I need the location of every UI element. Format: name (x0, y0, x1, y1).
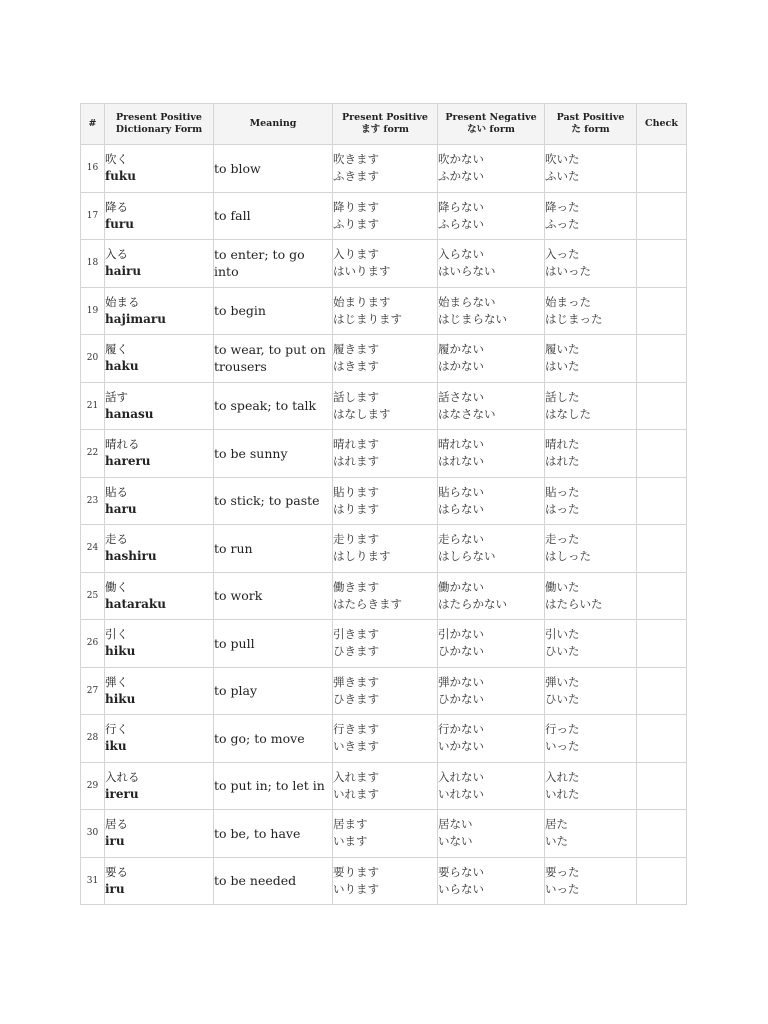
nai-form-kana: はいらない (438, 264, 496, 279)
masu-form-kanji: 晴れます (333, 437, 379, 452)
row-number: 30 (81, 810, 105, 858)
masu-form-kanji: 要ります (333, 864, 379, 879)
dictionary-form-cell (105, 572, 214, 620)
dictionary-form-kanji: 降る (105, 199, 128, 214)
masu-form-kanji: 走ります (333, 532, 379, 547)
masu-form-kanji: 入ります (333, 247, 379, 262)
dictionary-form-cell (105, 240, 214, 288)
meaning-cell: to stick; to paste (214, 477, 333, 525)
ta-form-cell (545, 287, 637, 335)
ta-form-kanji: 弾いた (545, 674, 580, 689)
ta-form-kana: いた (545, 834, 568, 849)
dictionary-form-cell (105, 525, 214, 573)
dictionary-form-cell (105, 382, 214, 430)
ta-form-kana: はいた (545, 359, 580, 374)
dictionary-form-cell (105, 477, 214, 525)
col-header-check: Check (637, 104, 687, 145)
ta-form-kanji: 話した (545, 389, 580, 404)
row-number: 19 (81, 287, 105, 335)
ta-form-kanji: 要った (545, 864, 580, 879)
ta-form-cell (545, 145, 637, 193)
nai-form-cell (438, 667, 545, 715)
ta-form-cell (545, 715, 637, 763)
nai-form-kanji: 降らない (438, 199, 484, 214)
check-cell[interactable] (637, 810, 687, 858)
nai-form-cell (438, 287, 545, 335)
nai-form-kanji: 吹かない (438, 152, 484, 167)
dictionary-form-kanji: 話す (105, 389, 128, 404)
nai-form-cell (438, 240, 545, 288)
dictionary-form-cell (105, 287, 214, 335)
ta-form-cell (545, 762, 637, 810)
dictionary-form-kanji: 引く (105, 627, 128, 642)
ta-form-kanji: 入った (545, 247, 580, 262)
nai-form-kana: はたらかない (438, 596, 507, 611)
masu-form-kanji: 降ります (333, 199, 379, 214)
masu-form-kana: はしります (333, 549, 391, 564)
masu-form-kana: はいります (333, 264, 391, 279)
masu-form-cell (333, 192, 438, 240)
meaning-cell: to run (214, 525, 333, 573)
dictionary-form-kanji: 貼る (105, 484, 128, 499)
meaning-cell: to work (214, 572, 333, 620)
table-row (81, 857, 687, 905)
dictionary-form-romaji: hashiru (105, 549, 157, 564)
nai-form-cell (438, 192, 545, 240)
nai-form-cell (438, 477, 545, 525)
ta-form-cell (545, 525, 637, 573)
dictionary-form-romaji: fuku (105, 169, 136, 184)
masu-form-kana: いります (333, 881, 379, 896)
masu-form-kanji: 引きます (333, 627, 379, 642)
table-row (81, 762, 687, 810)
table-row (81, 620, 687, 668)
row-number: 26 (81, 620, 105, 668)
nai-form-cell (438, 572, 545, 620)
meaning-cell: to wear, to put on trousers (214, 335, 333, 383)
nai-form-kanji: 貼らない (438, 484, 484, 499)
nai-form-kanji: 晴れない (438, 437, 484, 452)
col-header-number: # (81, 104, 105, 145)
dictionary-form-romaji: hiku (105, 644, 136, 659)
check-cell[interactable] (637, 335, 687, 383)
dictionary-form-kanji: 走る (105, 532, 128, 547)
meaning-cell: to fall (214, 192, 333, 240)
dictionary-form-kanji: 入れる (105, 769, 140, 784)
verb-conjugation-table (80, 103, 687, 905)
nai-form-kana: ふらない (438, 216, 484, 231)
check-cell[interactable] (637, 620, 687, 668)
masu-form-kanji: 話します (333, 389, 379, 404)
nai-form-cell (438, 762, 545, 810)
masu-form-kana: はじまります (333, 311, 402, 326)
meaning-cell: to play (214, 667, 333, 715)
ta-form-kana: はなした (545, 406, 591, 421)
col-header-dictionary-form: Present Positive Dictionary Form (105, 104, 214, 145)
table-row (81, 715, 687, 763)
masu-form-cell (333, 857, 438, 905)
masu-form-kanji: 吹きます (333, 152, 379, 167)
check-cell[interactable] (637, 145, 687, 193)
dictionary-form-cell (105, 620, 214, 668)
dictionary-form-romaji: furu (105, 216, 134, 231)
col-header-nai-form: Present Negative ない form (438, 104, 545, 145)
masu-form-kana: ふります (333, 216, 379, 231)
ta-form-cell (545, 477, 637, 525)
table-row (81, 525, 687, 573)
dictionary-form-romaji: hajimaru (105, 311, 166, 326)
nai-form-cell (438, 620, 545, 668)
nai-form-kana: いない (438, 834, 473, 849)
dictionary-form-kanji: 履く (105, 342, 128, 357)
nai-form-kanji: 行かない (438, 722, 484, 737)
check-cell[interactable] (637, 857, 687, 905)
dictionary-form-romaji: hairu (105, 264, 142, 279)
dictionary-form-kanji: 要る (105, 864, 128, 879)
ta-form-kana: いった (545, 881, 580, 896)
ta-form-kana: ひいた (545, 644, 580, 659)
dictionary-form-kanji: 働く (105, 579, 128, 594)
masu-form-kana: はたらきます (333, 596, 402, 611)
dictionary-form-kanji: 弾く (105, 674, 128, 689)
nai-form-cell (438, 525, 545, 573)
ta-form-cell (545, 240, 637, 288)
masu-form-cell (333, 335, 438, 383)
ta-form-cell (545, 620, 637, 668)
dictionary-form-romaji: ireru (105, 786, 139, 801)
masu-form-cell (333, 667, 438, 715)
col-header-masu-form: Present Positive ます form (333, 104, 438, 145)
masu-form-kanji: 始まります (333, 294, 391, 309)
nai-form-kana: ひかない (438, 644, 484, 659)
check-cell[interactable] (637, 477, 687, 525)
check-cell[interactable] (637, 667, 687, 715)
nai-form-kanji: 始まらない (438, 294, 496, 309)
row-number: 25 (81, 572, 105, 620)
row-number: 29 (81, 762, 105, 810)
masu-form-kana: ひきます (333, 644, 379, 659)
ta-form-cell (545, 667, 637, 715)
row-number: 28 (81, 715, 105, 763)
row-number: 23 (81, 477, 105, 525)
masu-form-kana: ひきます (333, 691, 379, 706)
masu-form-kana: はきます (333, 359, 379, 374)
masu-form-cell (333, 620, 438, 668)
dictionary-form-cell (105, 430, 214, 478)
ta-form-cell (545, 810, 637, 858)
meaning-cell: to be sunny (214, 430, 333, 478)
check-cell[interactable] (637, 287, 687, 335)
table-row (81, 667, 687, 715)
masu-form-cell (333, 525, 438, 573)
ta-form-cell (545, 857, 637, 905)
masu-form-cell (333, 382, 438, 430)
ta-form-kana: いった (545, 739, 580, 754)
ta-form-kanji: 吹いた (545, 152, 580, 167)
ta-form-kanji: 始まった (545, 294, 591, 309)
masu-form-kana: ふきます (333, 169, 379, 184)
ta-form-cell (545, 430, 637, 478)
dictionary-form-cell (105, 762, 214, 810)
masu-form-kana: はなします (333, 406, 391, 421)
ta-form-kanji: 降った (545, 199, 580, 214)
masu-form-cell (333, 715, 438, 763)
dictionary-form-romaji: hareru (105, 454, 151, 469)
ta-form-kana: はった (545, 501, 580, 516)
masu-form-kanji: 入れます (333, 769, 379, 784)
ta-form-kanji: 入れた (545, 769, 580, 784)
nai-form-kanji: 話さない (438, 389, 484, 404)
ta-form-kana: ひいた (545, 691, 580, 706)
dictionary-form-cell (105, 192, 214, 240)
dictionary-form-romaji: iru (105, 881, 125, 896)
ta-form-kana: いれた (545, 786, 580, 801)
table-row (81, 810, 687, 858)
meaning-cell: to speak; to talk (214, 382, 333, 430)
table-body (81, 145, 687, 905)
meaning-cell: to go; to move (214, 715, 333, 763)
masu-form-cell (333, 572, 438, 620)
row-number: 20 (81, 335, 105, 383)
nai-form-cell (438, 382, 545, 430)
dictionary-form-cell (105, 667, 214, 715)
row-number: 17 (81, 192, 105, 240)
masu-form-kanji: 貼ります (333, 484, 379, 499)
masu-form-kana: はれます (333, 454, 379, 469)
meaning-cell: to be, to have (214, 810, 333, 858)
row-number: 16 (81, 145, 105, 193)
meaning-cell: to begin (214, 287, 333, 335)
nai-form-cell (438, 715, 545, 763)
masu-form-cell (333, 240, 438, 288)
row-number: 27 (81, 667, 105, 715)
table-row (81, 572, 687, 620)
ta-form-kana: ふいた (545, 169, 580, 184)
nai-form-kana: はれない (438, 454, 484, 469)
check-cell[interactable] (637, 192, 687, 240)
nai-form-kanji: 履かない (438, 342, 484, 357)
check-cell[interactable] (637, 430, 687, 478)
table-row (81, 430, 687, 478)
masu-form-kanji: 働きます (333, 579, 379, 594)
check-cell[interactable] (637, 715, 687, 763)
masu-form-kana: います (333, 834, 368, 849)
ta-form-cell (545, 192, 637, 240)
dictionary-form-kanji: 晴れる (105, 437, 140, 452)
table-row (81, 240, 687, 288)
nai-form-cell (438, 145, 545, 193)
dictionary-form-romaji: iku (105, 739, 127, 754)
ta-form-kana: はいった (545, 264, 591, 279)
ta-form-kanji: 晴れた (545, 437, 580, 452)
masu-form-cell (333, 430, 438, 478)
masu-form-kanji: 居ます (333, 817, 368, 832)
row-number: 31 (81, 857, 105, 905)
row-number: 18 (81, 240, 105, 288)
masu-form-cell (333, 145, 438, 193)
dictionary-form-kanji: 行く (105, 722, 128, 737)
ta-form-kanji: 走った (545, 532, 580, 547)
row-number: 24 (81, 525, 105, 573)
nai-form-cell (438, 857, 545, 905)
dictionary-form-romaji: hanasu (105, 406, 154, 421)
ta-form-kanji: 行った (545, 722, 580, 737)
nai-form-kana: いらない (438, 881, 484, 896)
table-row (81, 477, 687, 525)
ta-form-kanji: 引いた (545, 627, 580, 642)
dictionary-form-romaji: iru (105, 834, 125, 849)
nai-form-kana: はじまらない (438, 311, 507, 326)
masu-form-cell (333, 762, 438, 810)
nai-form-kana: いれない (438, 786, 484, 801)
check-cell[interactable] (637, 572, 687, 620)
table-header-row (81, 104, 687, 145)
nai-form-kana: はかない (438, 359, 484, 374)
ta-form-kanji: 居た (545, 817, 568, 832)
nai-form-kana: はしらない (438, 549, 496, 564)
ta-form-kana: ふった (545, 216, 580, 231)
table-row (81, 287, 687, 335)
meaning-cell: to put in; to let in (214, 762, 333, 810)
nai-form-kanji: 入れない (438, 769, 484, 784)
dictionary-form-romaji: hataraku (105, 596, 166, 611)
ta-form-cell (545, 572, 637, 620)
nai-form-kana: ふかない (438, 169, 484, 184)
meaning-cell: to pull (214, 620, 333, 668)
dictionary-form-kanji: 始まる (105, 294, 140, 309)
table-row (81, 145, 687, 193)
dictionary-form-romaji: haru (105, 501, 137, 516)
nai-form-cell (438, 335, 545, 383)
nai-form-cell (438, 810, 545, 858)
check-cell[interactable] (637, 525, 687, 573)
nai-form-kanji: 弾かない (438, 674, 484, 689)
masu-form-kana: いきます (333, 739, 379, 754)
ta-form-cell (545, 382, 637, 430)
nai-form-kana: ひかない (438, 691, 484, 706)
col-header-meaning: Meaning (214, 104, 333, 145)
nai-form-kana: はなさない (438, 406, 496, 421)
masu-form-kana: いれます (333, 786, 379, 801)
masu-form-kanji: 弾きます (333, 674, 379, 689)
table-row (81, 382, 687, 430)
ta-form-kana: はたらいた (545, 596, 603, 611)
dictionary-form-cell (105, 810, 214, 858)
masu-form-kanji: 履きます (333, 342, 379, 357)
check-cell[interactable] (637, 382, 687, 430)
dictionary-form-romaji: hiku (105, 691, 136, 706)
ta-form-cell (545, 335, 637, 383)
masu-form-cell (333, 287, 438, 335)
nai-form-kanji: 引かない (438, 627, 484, 642)
nai-form-kana: はらない (438, 501, 484, 516)
dictionary-form-kanji: 入る (105, 247, 128, 262)
ta-form-kana: はしった (545, 549, 591, 564)
ta-form-kanji: 履いた (545, 342, 580, 357)
meaning-cell: to blow (214, 145, 333, 193)
row-number: 22 (81, 430, 105, 478)
dictionary-form-kanji: 居る (105, 817, 128, 832)
dictionary-form-cell (105, 715, 214, 763)
masu-form-cell (333, 810, 438, 858)
ta-form-kana: はれた (545, 454, 580, 469)
ta-form-kana: はじまった (545, 311, 603, 326)
dictionary-form-romaji: haku (105, 359, 139, 374)
dictionary-form-kanji: 吹く (105, 152, 128, 167)
dictionary-form-cell (105, 145, 214, 193)
nai-form-cell (438, 430, 545, 478)
nai-form-kanji: 走らない (438, 532, 484, 547)
nai-form-kanji: 入らない (438, 247, 484, 262)
table-row (81, 335, 687, 383)
ta-form-kanji: 貼った (545, 484, 580, 499)
check-cell[interactable] (637, 240, 687, 288)
table-row (81, 192, 687, 240)
meaning-cell: to be needed (214, 857, 333, 905)
dictionary-form-cell (105, 335, 214, 383)
nai-form-kanji: 居ない (438, 817, 473, 832)
col-header-ta-form: Past Positive た form (545, 104, 637, 145)
row-number: 21 (81, 382, 105, 430)
masu-form-cell (333, 477, 438, 525)
nai-form-kanji: 要らない (438, 864, 484, 879)
nai-form-kana: いかない (438, 739, 484, 754)
meaning-cell: to enter; to go into (214, 240, 333, 288)
nai-form-kanji: 働かない (438, 579, 484, 594)
masu-form-kana: はります (333, 501, 379, 516)
check-cell[interactable] (637, 762, 687, 810)
dictionary-form-cell (105, 857, 214, 905)
masu-form-kanji: 行きます (333, 722, 379, 737)
ta-form-kanji: 働いた (545, 579, 580, 594)
